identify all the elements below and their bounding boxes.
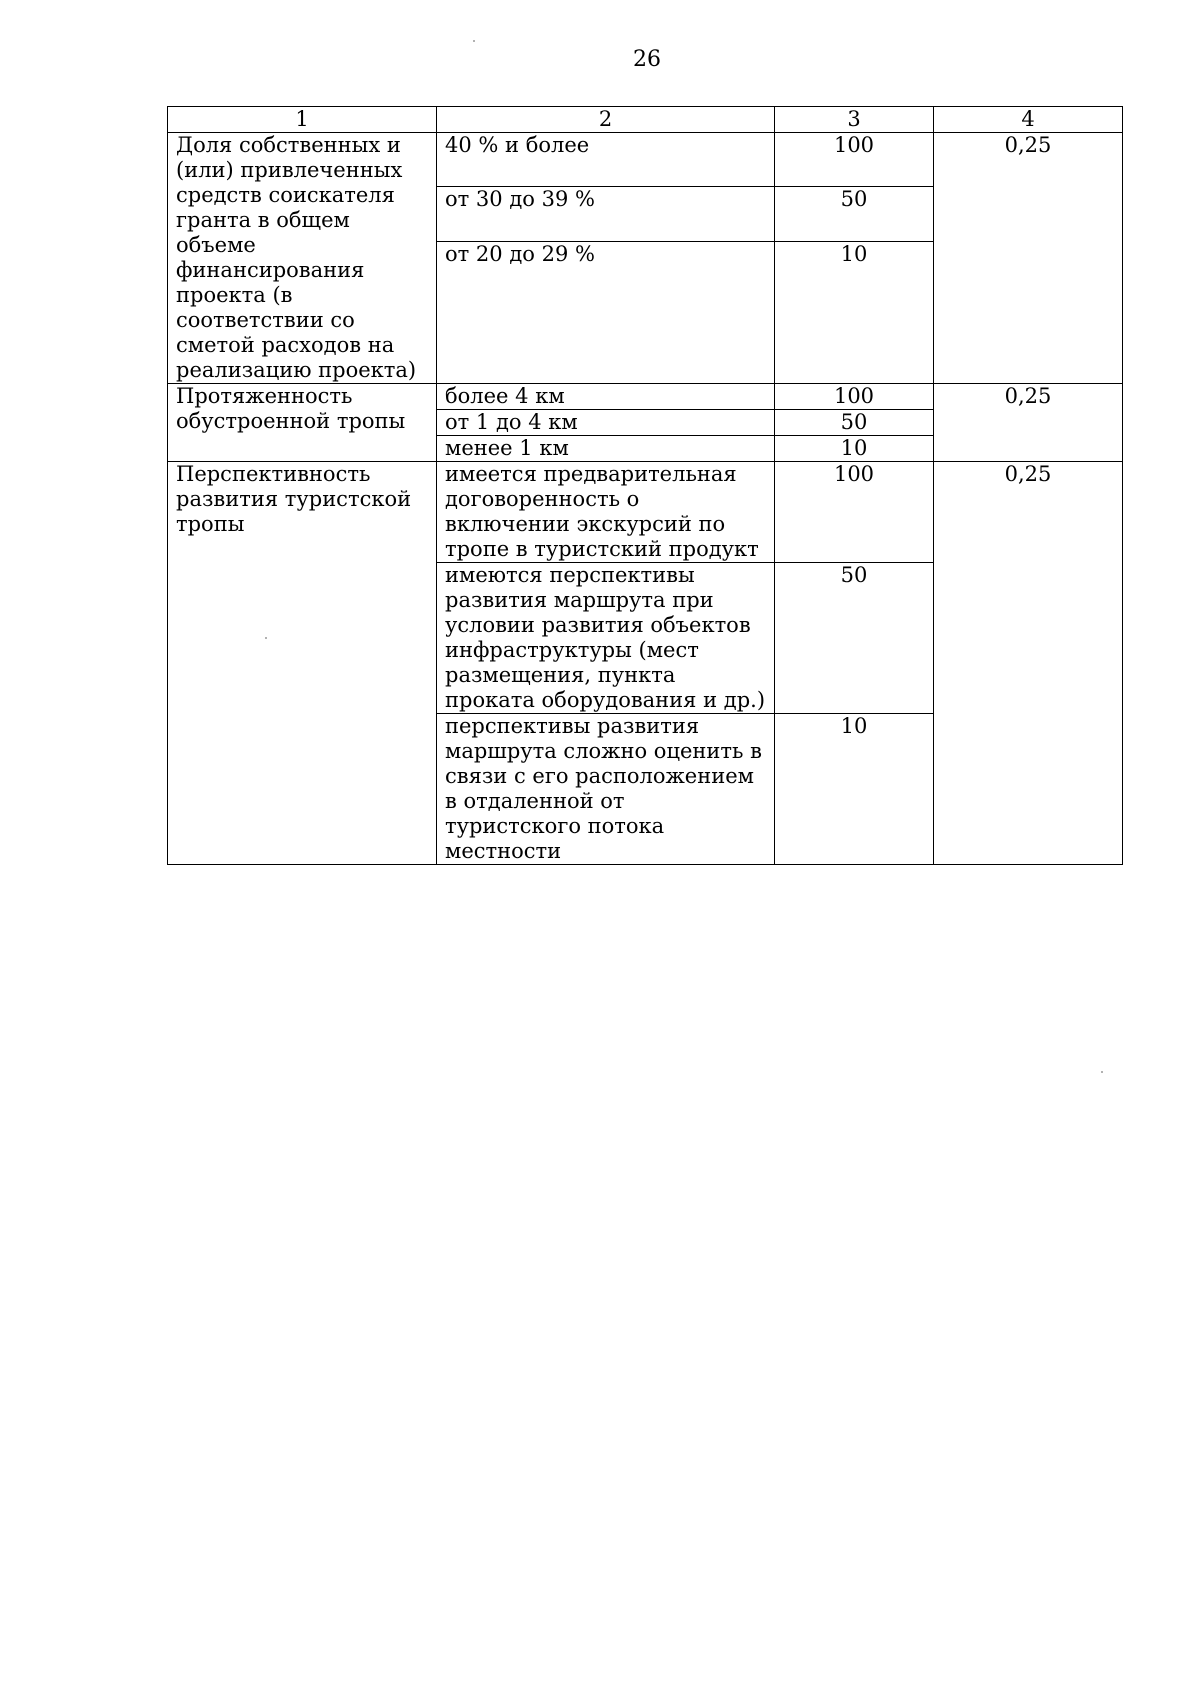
score-cell: 50 [775,187,934,241]
score-cell: 10 [775,714,934,865]
condition-cell: от 30 до 39 % [437,187,775,241]
score-cell: 100 [775,462,934,563]
table-row [168,462,1123,563]
score-cell: 100 [775,384,934,410]
condition-cell: 40 % и более [437,133,775,187]
header-cell: 3 [775,107,934,133]
weight-cell: 0,25 [934,384,1123,462]
scan-speck [265,637,267,639]
score-cell: 10 [775,241,934,383]
criterion-cell: Доля собственных и (или) привлеченных средств соискателя гранта в общем объеме финансирования проекта (в соответствии со сметой расходов на реализацию проекта) [168,133,437,384]
condition-cell: имеются перспективы развития маршрута при условии развития объектов инфраструктуры (мест размещения, пункта проката оборудования и др.) [437,563,775,714]
condition-cell: от 1 до 4 км [437,410,775,436]
criterion-cell: Перспективность развития туристской тропы [168,462,437,865]
condition-cell: перспективы развития маршрута сложно оценить в связи с его расположением в отдаленной от туристского потока местности [437,714,775,865]
page-number: 26 [633,47,661,72]
scan-speck [1101,1071,1103,1073]
score-cell: 100 [775,133,934,187]
scan-speck [473,40,475,42]
header-cell: 1 [168,107,437,133]
condition-cell: от 20 до 29 % [437,241,775,383]
table-header-row [168,107,1123,133]
table-row [168,384,1123,410]
score-cell: 50 [775,563,934,714]
criterion-cell: Протяженность обустроенной тропы [168,384,437,462]
condition-cell: имеется предварительная договоренность о включении экскурсий по тропе в туристский продукт [437,462,775,563]
table-row [168,133,1123,187]
weight-cell: 0,25 [934,133,1123,384]
score-cell: 10 [775,436,934,462]
score-cell: 50 [775,410,934,436]
weight-cell: 0,25 [934,462,1123,865]
header-cell: 4 [934,107,1123,133]
header-cell: 2 [437,107,775,133]
condition-cell: менее 1 км [437,436,775,462]
criteria-table [167,106,1123,865]
condition-cell: более 4 км [437,384,775,410]
